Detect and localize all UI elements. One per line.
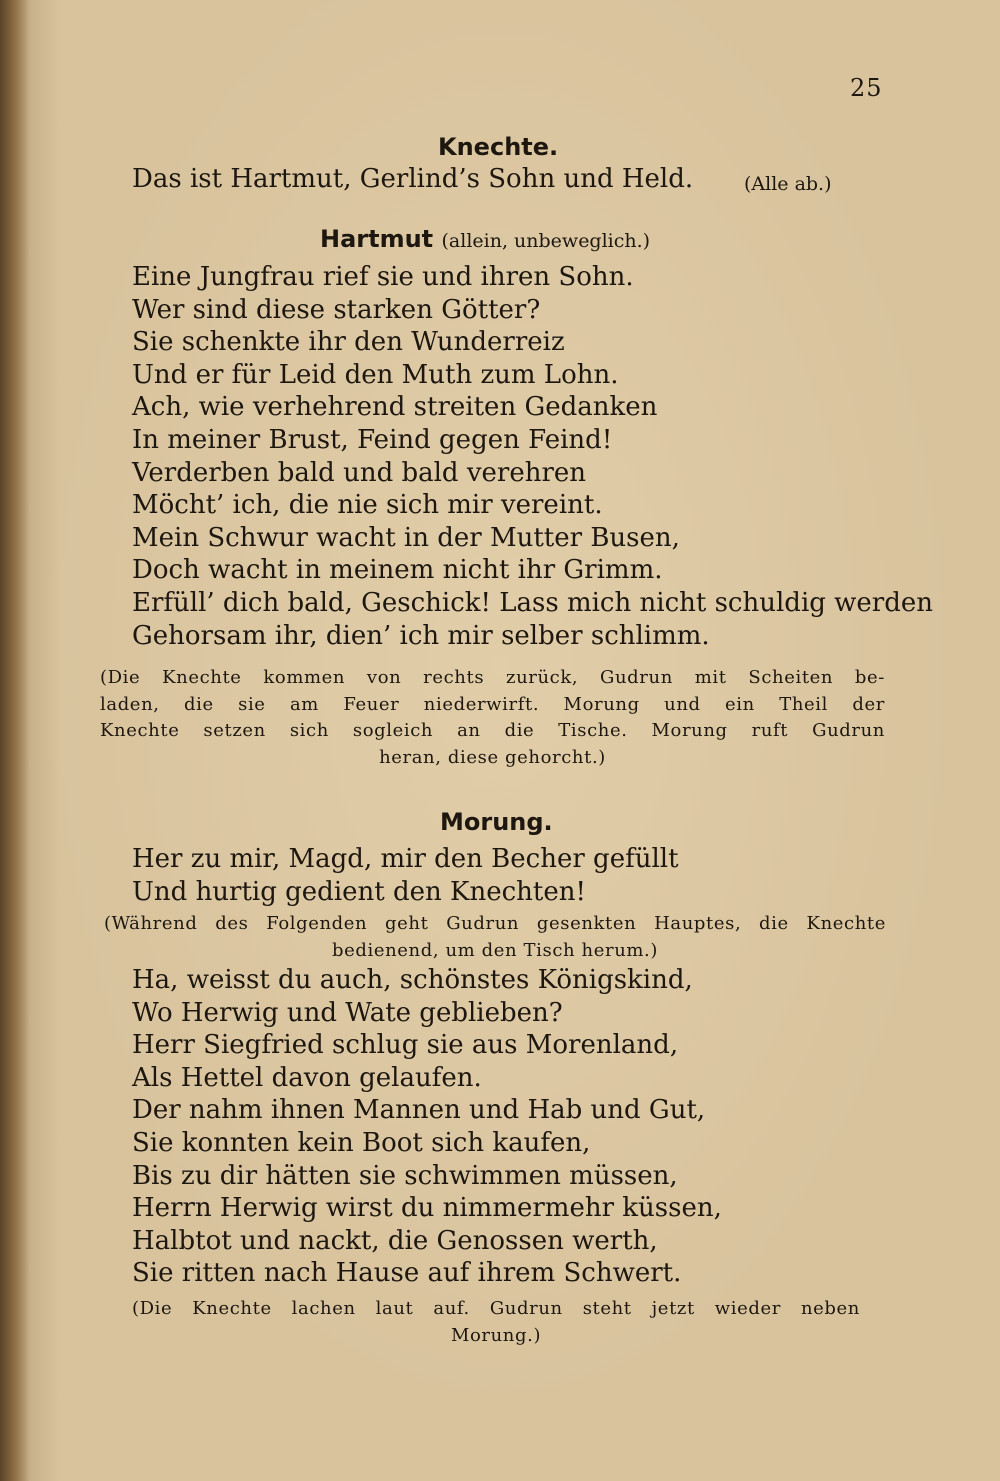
verse-line: Sie schenkte ihr den Wunderreiz	[132, 327, 565, 358]
verse-line: Und er für Leid den Muth zum Lohn.	[132, 359, 619, 390]
verse-line: Wo Herwig und Wate geblieben?	[132, 997, 563, 1028]
stage-line: heran, diese gehorcht.)	[379, 746, 606, 768]
verse-line: Sie ritten nach Hause auf ihrem Schwert.	[132, 1258, 682, 1289]
speaker-name: Hartmut	[320, 225, 434, 253]
verse-line: Gehorsam ihr, dien’ ich mir selber schlimm.	[132, 620, 710, 651]
speaker-heading-knechte: Knechte.	[438, 133, 559, 161]
page-number: 25	[850, 74, 883, 102]
verse-line: Ha, weisst du auch, schönstes Königskind,	[132, 965, 693, 995]
verse-line: Das ist Hartmut, Gerlind’s Sohn und Held.	[132, 164, 694, 194]
stage-aside-alle-ab: (Alle ab.)	[744, 173, 832, 195]
verse-line: Ach, wie verhehrend streiten Gedanken	[132, 392, 658, 423]
verse-line: Her zu mir, Magd, mir den Becher gefüllt	[132, 844, 679, 874]
verse-line: Verderben bald und bald verehren	[132, 457, 587, 488]
verse-block-hartmut	[132, 261, 933, 652]
speaker-heading-morung: Morung.	[440, 808, 553, 836]
stage-line: Knechte setzen sich sogleich an die Tische. Morung ruft Gudrun	[100, 720, 885, 741]
verse-line: In meiner Brust, Feind gegen Feind!	[132, 424, 613, 455]
verse-line: Eine Jungfrau rief sie und ihren Sohn.	[132, 262, 634, 292]
verse-line: Herr Siegfried schlug sie aus Morenland,	[132, 1030, 679, 1061]
verse-line: Sie konnten kein Boot sich kaufen,	[132, 1127, 591, 1158]
verse-line: Und hurtig gedient den Knechten!	[132, 876, 586, 907]
stage-line: laden, die sie am Feuer niederwirft. Morung und ein Theil der	[100, 693, 885, 715]
verse-block-morung-a	[132, 843, 679, 908]
stage-line: (Die Knechte kommen von rechts zurück, Gudrun mit Scheiten be-	[100, 667, 885, 688]
speaker-heading-hartmut	[320, 225, 650, 253]
page-binding-shadow	[0, 0, 30, 1481]
stage-line: (Die Knechte lachen laut auf. Gudrun steht jetzt wieder neben	[132, 1298, 860, 1319]
verse-line: Herrn Herwig wirst du nimmermehr küssen,	[132, 1193, 722, 1224]
stage-line: bedienend, um den Tisch herum.)	[331, 939, 659, 961]
verse-line: Wer sind diese starken Götter?	[132, 294, 541, 325]
verse-block-morung-b	[132, 964, 722, 1290]
verse-line: Doch wacht in meinem nicht ihr Grimm.	[132, 555, 663, 586]
verse-line: Bis zu dir hätten sie schwimmen müssen,	[132, 1160, 678, 1191]
stage-line: Morung.)	[450, 1324, 542, 1346]
verse-block-knechte	[132, 163, 693, 196]
verse-line: Als Hettel davon gelaufen.	[132, 1062, 482, 1093]
stage-direction-knechte-lachen	[132, 1296, 860, 1349]
verse-line: Halbtot und nackt, die Genossen werth,	[132, 1225, 658, 1256]
verse-line: Der nahm ihnen Mannen und Hab und Gut,	[132, 1095, 706, 1126]
stage-line: (Während des Folgenden geht Gudrun gesenkten Hauptes, die Knechte	[104, 913, 886, 934]
speaker-note: (allein, unbeweglich.)	[441, 230, 651, 252]
verse-line: Erfüll’ dich bald, Geschick! Lass mich nicht schuldig werden	[132, 587, 934, 618]
verse-line: Möcht’ ich, die nie sich mir vereint.	[132, 490, 603, 521]
stage-direction-knechte-kommen	[100, 665, 885, 771]
verse-line: Mein Schwur wacht in der Mutter Busen,	[132, 522, 680, 553]
stage-direction-waehrend	[104, 911, 886, 964]
